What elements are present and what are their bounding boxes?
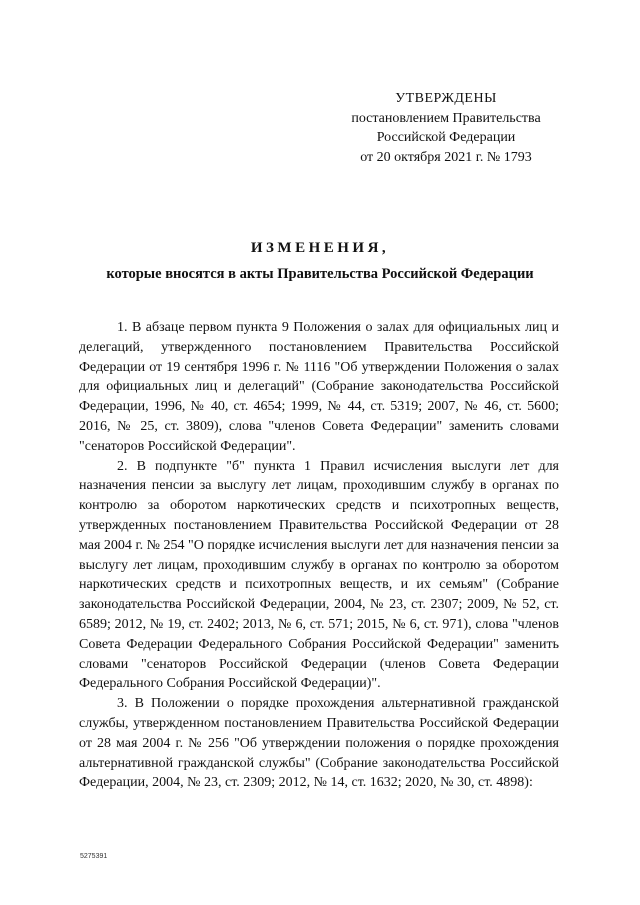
- paragraph-1: 1. В абзаце первом пункта 9 Положения о залах для официальных лиц и делегаций, утвержденного постановлением Правительства Российской Федерации от 19 сентября 1996 г. № 1116 "Об утверждении Положения о залах для официальных лиц и делегаций" (Собрание законодательства Российской Федерации, 1996, № 40, ст. 4654; 1999, № 44, ст. 5319; 2007, № 46, ст. 5600; 2016, № 25, ст. 3809), слова "членов Совета Федерации" заменить словами "сенаторов Российской Федерации".: [79, 320, 559, 454]
- document-body: [79, 318, 559, 793]
- paragraph-2: 2. В подпункте "б" пункта 1 Правил исчисления выслуги лет для назначения пенсии за выслугу лет лицам, проходившим службу в органах по контролю за оборотом наркотических средств и психотропных веществ, утвержденных постановлением Правительства Российской Федерации от 28 мая 2004 г. № 254 "О порядке исчисления выслуги лет для назначения пенсии за выслугу лет лицам, проходившим службу в органах по контролю за оборотом наркотических средств и психотропных веществ, и их семьям" (Собрание законодательства Российской Федерации, 2004, № 23, ст. 2307; 2009, № 52, ст. 6589; 2012, № 19, ст. 2402; 2013, № 6, ст. 571; 2015, № 6, ст. 971), слова "членов Совета Федерации Федерального Собрания Российской Федерации" заменить словами "сенаторов Российской Федерации (членов Совета Федерации Федерального Собрания Российской Федерации)".: [79, 458, 559, 692]
- approval-line-1: постановлением Правительства: [351, 110, 541, 126]
- approval-stamp: [330, 89, 562, 167]
- document-title: ИЗМЕНЕНИЯ,: [250, 240, 390, 256]
- approval-heading: УТВЕРЖДЕНЫ: [395, 91, 497, 106]
- approval-line-3: от 20 октября 2021 г. № 1793: [360, 149, 532, 165]
- document-subtitle: которые вносятся в акты Правительства Российской Федерации: [106, 266, 534, 282]
- paragraph-3: 3. В Положении о порядке прохождения альтернативной гражданской службы, утвержденном постановлением Правительства Российской Федерации от 28 мая 2004 г. № 256 "Об утверждении положения о порядке прохождения альтернативной гражданской службы" (Собрание законодательства Российской Федерации, 2004, № 23, ст. 2309; 2012, № 14, ст. 1632; 2020, № 30, ст. 4898):: [79, 696, 559, 791]
- approval-line-2: Российской Федерации: [376, 130, 516, 145]
- document-number: 5275391: [80, 853, 108, 860]
